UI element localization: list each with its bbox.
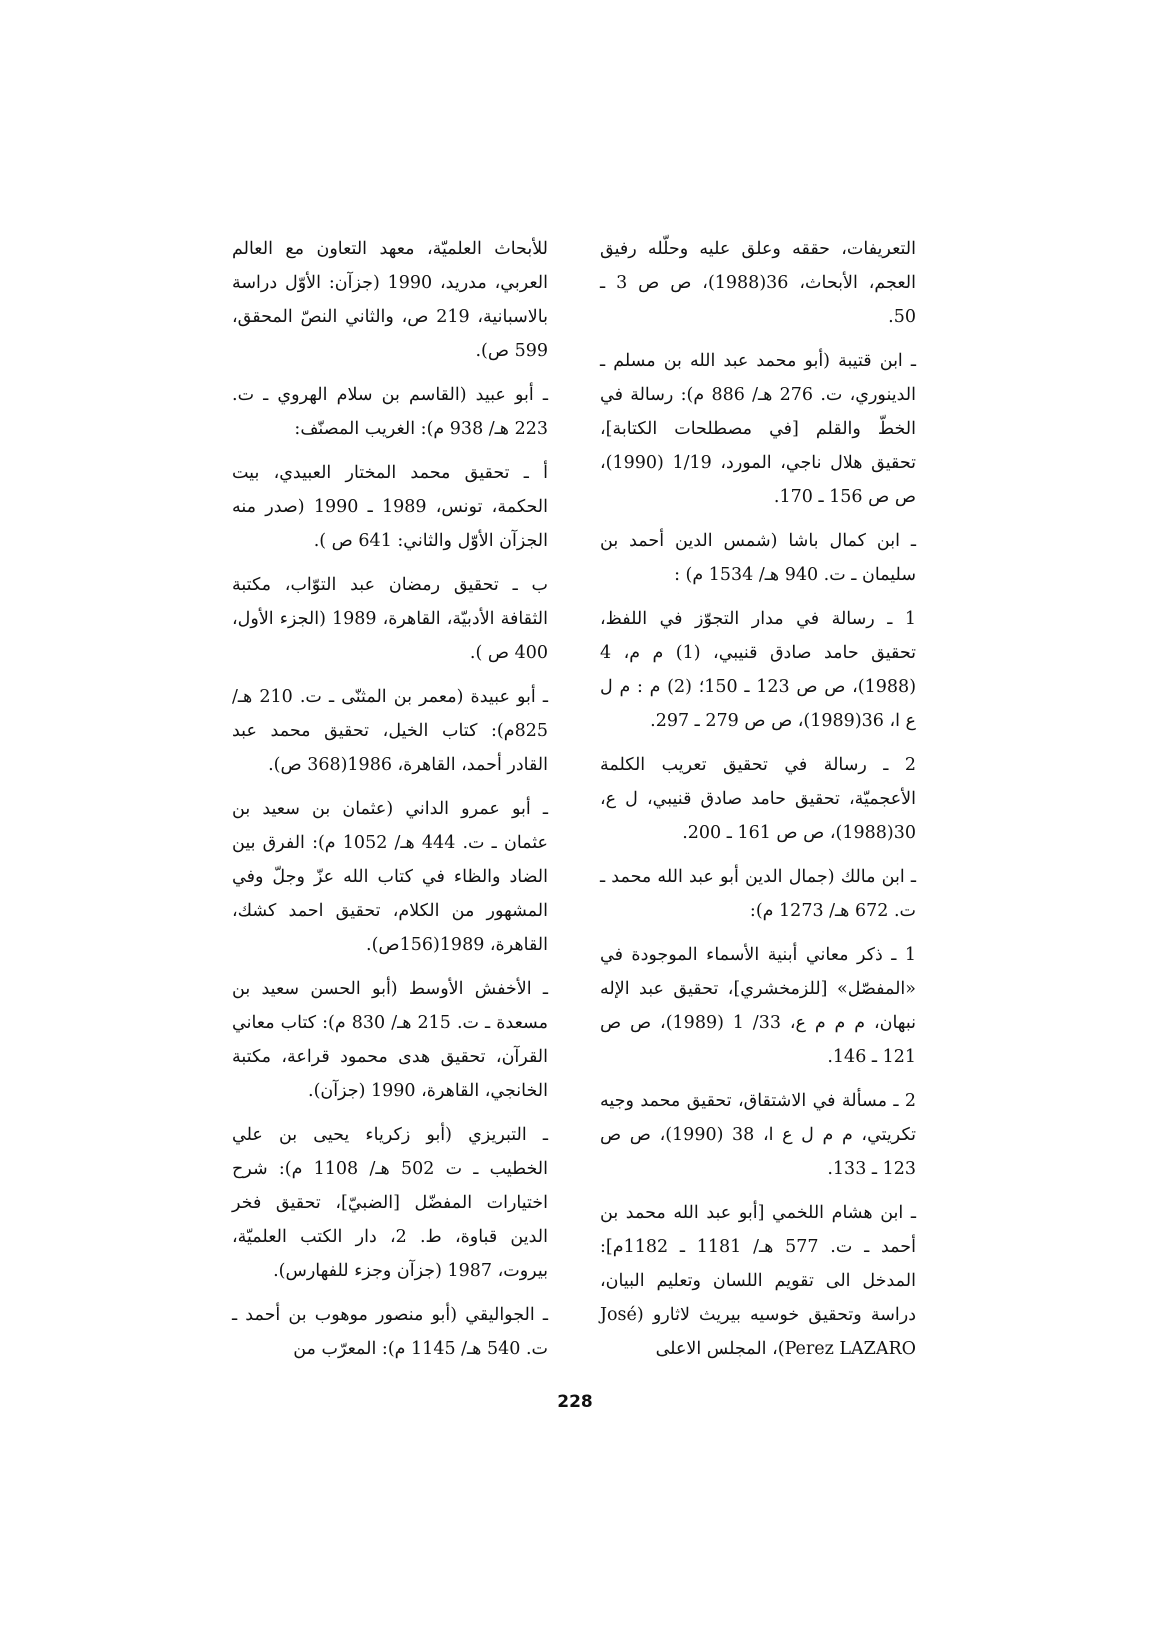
bibliography-entry: ـ أبو عمرو الداني (عثمان بن سعيد بن عثمان ـ ت. 444 هـ/ 1052 م): الفرق بين الضاد والظاء في كتاب الله عزّ وجلّ وفي المشهور من الكلام، تحقيق احمد كشك، القاهرة، 1989(156ص). xyxy=(232,799,548,955)
left-column xyxy=(232,232,548,1376)
bibliography-entry: للأبحاث العلميّة، معهد التعاون مع العالم العربي، مدريد، 1990 (جزآن: الأوّل دراسة بالاسبانية، 219 ص، والثاني النصّ المحقق، 599 ص). xyxy=(232,239,548,361)
bibliography-entry: ب ـ تحقيق رمضان عبد التوّاب، مكتبة الثقافة الأدبيّة، القاهرة، 1989 (الجزء الأول، 400 ص ). xyxy=(232,575,549,663)
bibliography-entry: 2 ـ مسألة في الاشتقاق، تحقيق محمد وجيه تكريتي، م م ل ع ا، 38 (1990)، ص ص 123 ـ 133. xyxy=(600,1091,916,1179)
bibliography-entry: 1 ـ ذكر معاني أبنية الأسماء الموجودة في «المفصّل» [للزمخشري]، تحقيق عبد الإله نبهان، م م م ع، 33/ 1 (1989)، ص ص 121 ـ 146. xyxy=(600,945,917,1067)
bibliography-entry: 2 ـ رسالة في تحقيق تعريب الكلمة الأعجميّة، تحقيق حامد صادق قنيبي، ل ع، 30(1988)، ص ص 161 ـ 200. xyxy=(600,755,916,843)
bibliography-entry: التعريفات، حققه وعلق عليه وحلّله رفيق العجم، الأبحاث، 36(1988)، ص ص 3 ـ 50. xyxy=(600,239,916,327)
bibliography-entry: ـ الجواليقي (أبو منصور موهوب بن أحمد ـ ت. 540 هـ/ 1145 م): المعرّب من xyxy=(232,1305,548,1359)
right-column xyxy=(600,232,916,1376)
bibliography-entry: ـ التبريزي (أبو زكرياء يحيى بن علي الخطيب ـ ت 502 هـ/ 1108 م): شرح اختيارات المفضّل [الضبيّ]، تحقيق فخر الدين قباوة، ط. 2، دار الكتب العلميّة، بيروت، 1987 (جزآن وجزء للفهارس). xyxy=(232,1125,548,1281)
page-number: 228 xyxy=(557,1392,593,1412)
bibliography-entry: ـ الأخفش الأوسط (أبو الحسن سعيد بن مسعدة ـ ت. 215 هـ/ 830 م): كتاب معاني القرآن، تحقيق هدى محمود قراعة، مكتبة الخانجي، القاهرة، 1990 (جزآن). xyxy=(232,979,548,1101)
bibliography-entry: ـ ابن كمال باشا (شمس الدين أحمد بن سليمان ـ ت. 940 هـ/ 1534 م) : xyxy=(600,531,916,585)
bibliography-entry: ـ ابن مالك (جمال الدين أبو عبد الله محمد ـ ت. 672 هـ/ 1273 م): xyxy=(600,867,916,921)
bibliography-entry: ـ أبو عبيد (القاسم بن سلام الهروي ـ ت. 223 هـ/ 938 م): الغريب المصنّف: xyxy=(232,385,548,439)
bibliography-entry: 1 ـ رسالة في مدار التجوّز في اللفظ، تحقيق حامد صادق قنيبي، (1) م م، 4 (1988)، ص ص 123 ـ 150؛ (2) م : م ل ع ا، 36(1989)، ص ص 279 ـ 297. xyxy=(600,609,917,731)
bibliography-entry: ـ ابن قتيبة (أبو محمد عبد الله بن مسلم ـ الدينوري، ت. 276 هـ/ 886 م): رسالة في الخطّ والقلم [في مصطلحات الكتابة]، تحقيق هلال ناجي، المورد، 1/19 (1990)، ص ص 156 ـ 170. xyxy=(600,351,916,507)
bibliography-entry: ـ ابن هشام اللخمي [أبو عبد الله محمد بن أحمد ـ ت. 577 هـ/ 1181 ـ 1182م]: المدخل الى تقويم اللسان وتعليم البيان، دراسة وتحقيق خوسيه بيريث لاثارو (José Perez LAZARO)، المجلس الاعلى xyxy=(600,1203,916,1359)
bibliography-entry: ـ أبو عبيدة (معمر بن المثنّى ـ ت. 210 هـ/ 825م): كتاب الخيل، تحقيق محمد عبد القادر أحمد، القاهرة، 1986(368 ص). xyxy=(232,687,548,775)
bibliography-entry: أ ـ تحقيق محمد المختار العبيدي، بيت الحكمة، تونس، 1989 ـ 1990 (صدر منه الجزآن الأوّل والثاني: 641 ص ). xyxy=(232,463,548,551)
